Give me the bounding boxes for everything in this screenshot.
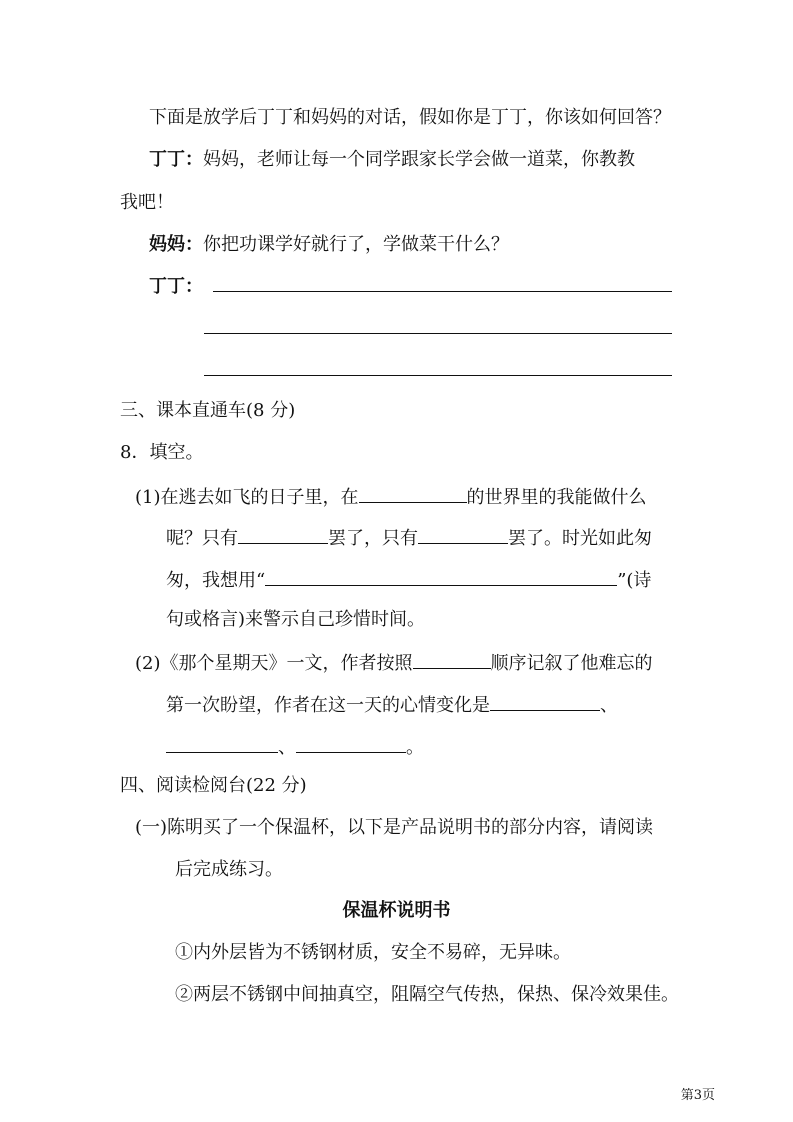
text: (1)在逃去如飞的日子里，在	[135, 487, 359, 508]
text: 的世界里的我能做什么	[466, 487, 647, 508]
fill-blank-7[interactable]	[166, 732, 278, 753]
dialogue-text: 妈妈，老师让每一个同学跟家长学会做一道菜，你教教	[203, 149, 635, 170]
dialogue-prompt: 下面是放学后丁丁和妈妈的对话，假如你是丁丁，你该如何回答？	[149, 107, 671, 128]
text: 呢？只有	[166, 528, 238, 549]
speaker-mama: 妈妈：	[149, 234, 203, 255]
text: 罢了。时光如此匆	[508, 528, 652, 549]
page-number: 第3页	[680, 1088, 715, 1103]
section4-intro-line1: (一)陈明买了一个保温杯，以下是产品说明书的部分内容，请阅读	[135, 817, 654, 838]
fill-blank-1[interactable]	[359, 482, 467, 503]
text: (2)《那个星期天》一文，作者按照	[135, 653, 413, 674]
manual-title: 保温杯说明书	[342, 900, 451, 921]
manual-item-1: ①内外层皆为不锈钢材质，安全不易碎，无异味。	[175, 942, 571, 963]
answer-line-3[interactable]	[204, 375, 672, 376]
fill-blank-4[interactable]	[265, 565, 617, 586]
q8-part2-line3	[166, 732, 424, 761]
section3-heading: 三、课本直通车(8 分)	[120, 400, 296, 421]
dialogue-text: 你把功课学好就行了，学做菜干什么？	[203, 234, 509, 255]
fill-blank-5[interactable]	[413, 648, 491, 669]
fill-blank-2[interactable]	[238, 523, 328, 544]
text: 罢了，只有	[328, 528, 418, 549]
speaker-dingding: 丁丁：	[149, 149, 203, 170]
answer-line-1[interactable]	[213, 291, 672, 292]
q8-part1-line1	[135, 482, 647, 511]
q8-part1-line2	[166, 523, 652, 552]
fill-blank-3[interactable]	[418, 523, 508, 544]
section4-intro-line2: 后完成练习。	[175, 859, 283, 880]
q8-part2-line2	[166, 690, 618, 719]
section4-heading: 四、阅读检阅台(22 分)	[120, 775, 307, 796]
q8-part1-line4: 句或格言)来警示自己珍惜时间。	[166, 609, 426, 630]
answer-speaker	[149, 274, 203, 300]
text: 。	[406, 737, 424, 758]
manual-item-2: ②两层不锈钢中间抽真空，阻隔空气传热，保热、保冷效果佳。	[175, 984, 679, 1005]
dialogue-line-mama	[149, 232, 509, 258]
text: 第一次盼望，作者在这一天的心情变化是	[166, 695, 490, 716]
dialogue-line-dingding	[149, 147, 635, 173]
text: 顺序记叙了他难忘的	[490, 653, 653, 674]
q8-part1-line3	[166, 565, 651, 594]
text: 匆，我想用“	[166, 570, 266, 591]
text: ”(诗	[617, 570, 652, 591]
fill-blank-8[interactable]	[296, 732, 406, 753]
answer-line-2[interactable]	[204, 333, 672, 334]
question-8: 8．填空。	[120, 442, 204, 463]
text: 、	[600, 695, 618, 716]
fill-blank-6[interactable]	[490, 690, 600, 711]
q8-part2-line1	[135, 648, 653, 677]
dialogue-line-cont: 我吧！	[120, 192, 174, 213]
text: 、	[278, 737, 296, 758]
speaker-dingding-answer: 丁丁：	[149, 276, 203, 297]
